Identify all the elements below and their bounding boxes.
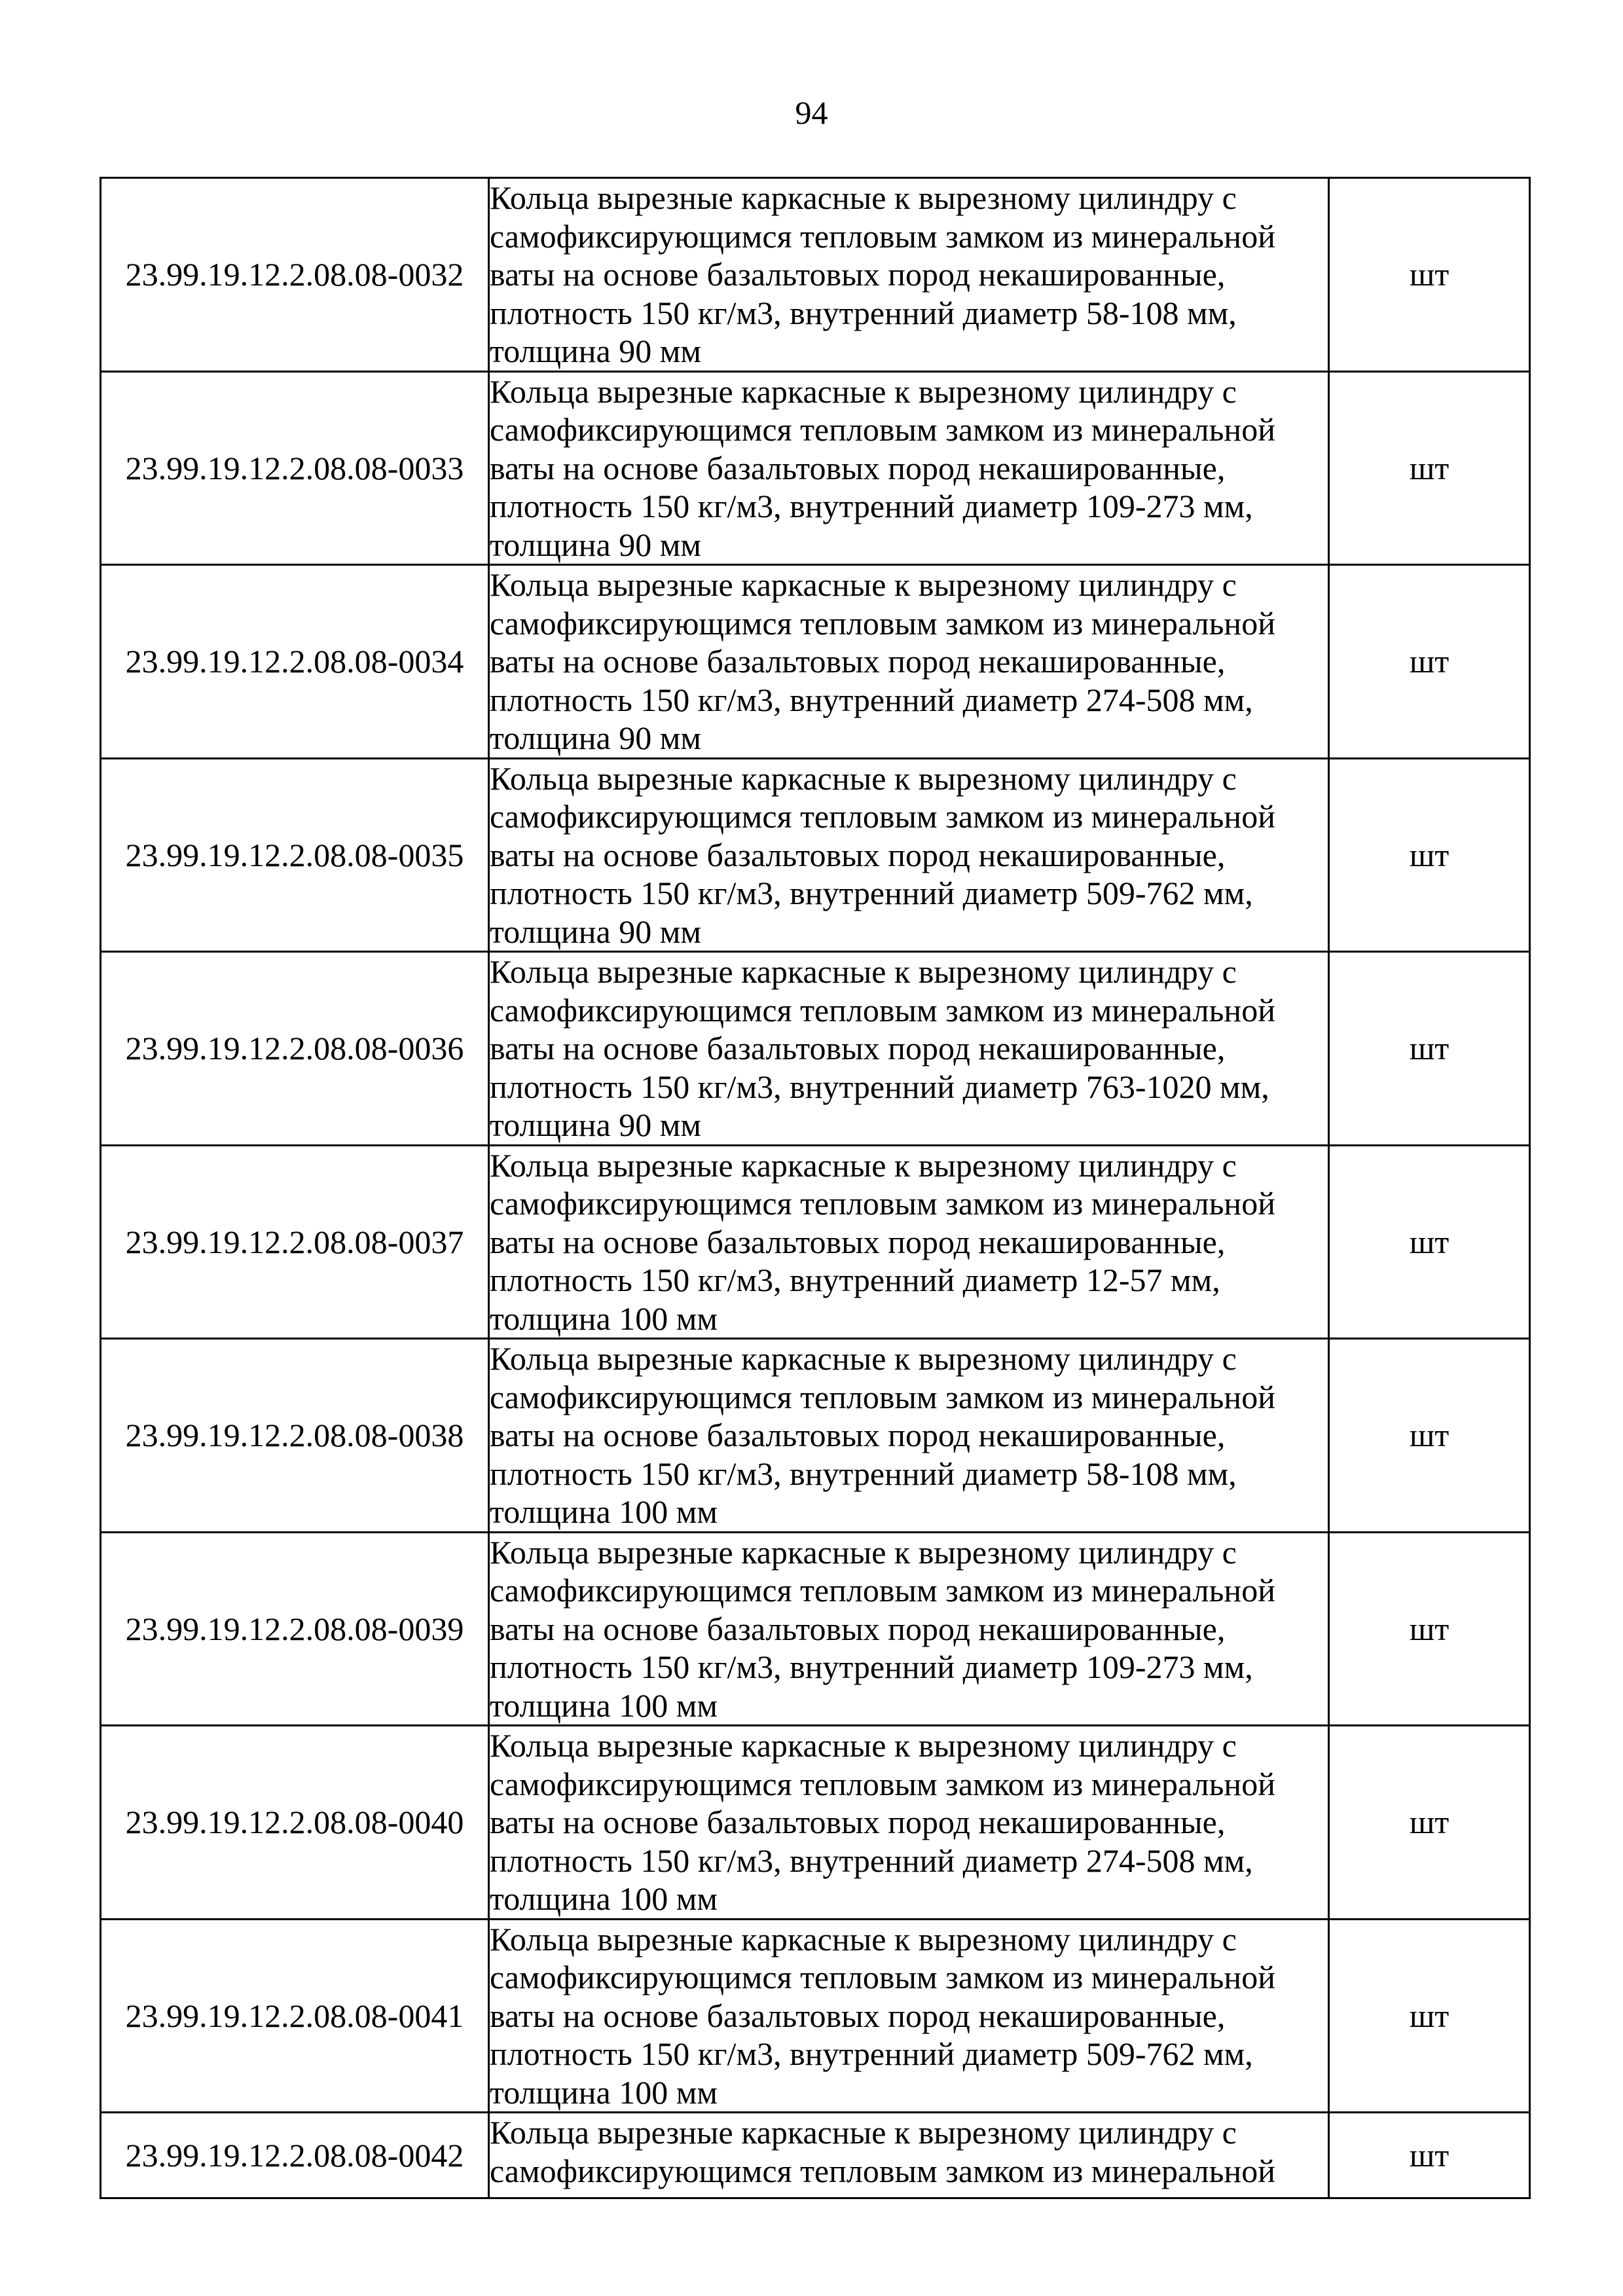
description-line: Кольца вырезные каркасные к вырезному цилиндру с	[490, 1146, 1237, 1184]
resource-code: 23.99.19.12.2.08.08-0038	[101, 1339, 489, 1533]
resource-description	[489, 1339, 1329, 1533]
description-line: Кольца вырезные каркасные к вырезному цилиндру с	[490, 373, 1237, 410]
resource-code: 23.99.19.12.2.08.08-0033	[101, 371, 489, 565]
description-line: самофиксирующимся тепловым замком из минеральной	[490, 991, 1275, 1029]
description-line: самофиксирующимся тепловым замком из минеральной	[490, 1378, 1275, 1415]
table-row	[101, 2113, 1530, 2198]
description-line: самофиксирующимся тепловым замком из минеральной	[490, 2152, 1275, 2189]
description-line: Кольца вырезные каркасные к вырезному цилиндру с	[490, 1340, 1237, 1377]
resource-description	[489, 178, 1329, 372]
resource-description	[489, 1532, 1329, 1726]
description-line: плотность 150 кг/м3, внутренний диаметр 274-508 мм,	[490, 1842, 1253, 1879]
description-line: толщина 90 мм	[490, 1106, 701, 1143]
description-line: толщина 90 мм	[490, 526, 701, 563]
unit-of-measure: шт	[1329, 178, 1530, 372]
description-line: толщина 90 мм	[490, 720, 701, 756]
resource-description	[489, 565, 1329, 759]
unit-of-measure: шт	[1329, 1339, 1530, 1533]
description-line: толщина 100 мм	[490, 1493, 718, 1530]
description-line: ваты на основе базальтовых пород некашированные,	[490, 1997, 1226, 2034]
resource-description	[489, 371, 1329, 565]
description-line: ваты на основе базальтовых пород некашированные,	[490, 256, 1226, 293]
resource-code: 23.99.19.12.2.08.08-0034	[101, 565, 489, 759]
description-line: толщина 90 мм	[490, 333, 701, 369]
table-row	[101, 952, 1530, 1146]
description-line: Кольца вырезные каркасные к вырезному цилиндру с	[490, 566, 1237, 603]
resource-code: 23.99.19.12.2.08.08-0041	[101, 1919, 489, 2113]
description-line: ваты на основе базальтовых пород некашированные,	[490, 1223, 1226, 1260]
description-line: ваты на основе базальтовых пород некашированные,	[490, 1417, 1226, 1453]
unit-of-measure: шт	[1329, 758, 1530, 952]
resource-description	[489, 1145, 1329, 1339]
description-line: самофиксирующимся тепловым замком из минеральной	[490, 1572, 1275, 1609]
description-line: Кольца вырезные каркасные к вырезному цилиндру с	[490, 2114, 1237, 2151]
description-line: ваты на основе базальтовых пород некашированные,	[490, 836, 1226, 873]
resource-code: 23.99.19.12.2.08.08-0035	[101, 758, 489, 952]
description-line: толщина 100 мм	[490, 1686, 718, 1724]
unit-of-measure: шт	[1329, 565, 1530, 759]
description-line: толщина 100 мм	[490, 1880, 718, 1917]
description-line: самофиксирующимся тепловым замком из минеральной	[490, 217, 1275, 255]
description-line: самофиксирующимся тепловым замком из минеральной	[490, 1959, 1275, 1995]
description-line: самофиксирующимся тепловым замком из минеральной	[490, 798, 1275, 835]
description-line: плотность 150 кг/м3, внутренний диаметр 12-57 мм,	[490, 1262, 1220, 1298]
description-line: самофиксирующимся тепловым замком из минеральной	[490, 604, 1275, 642]
description-line: толщина 100 мм	[490, 2073, 718, 2111]
unit-of-measure: шт	[1329, 1919, 1530, 2113]
table-row	[101, 758, 1530, 952]
table-row	[101, 1339, 1530, 1533]
description-line: плотность 150 кг/м3, внутренний диаметр 509-762 мм,	[490, 2035, 1253, 2072]
table-row	[101, 1532, 1530, 1726]
description-line: толщина 90 мм	[490, 913, 701, 950]
description-line: самофиксирующимся тепловым замком из минеральной	[490, 1185, 1275, 1222]
description-line: плотность 150 кг/м3, внутренний диаметр 58-108 мм,	[490, 1455, 1237, 1492]
description-line: плотность 150 кг/м3, внутренний диаметр 109-273 мм,	[490, 488, 1253, 524]
resource-description	[489, 1726, 1329, 1920]
description-line: толщина 100 мм	[490, 1300, 718, 1337]
resource-code: 23.99.19.12.2.08.08-0039	[101, 1532, 489, 1726]
resource-code: 23.99.19.12.2.08.08-0037	[101, 1145, 489, 1339]
description-line: ваты на основе базальтовых пород некашированные,	[490, 1030, 1226, 1066]
resource-description	[489, 2113, 1329, 2198]
table-row	[101, 1919, 1530, 2113]
table-row	[101, 1726, 1530, 1920]
description-line: Кольца вырезные каркасные к вырезному цилиндру с	[490, 759, 1237, 797]
description-line: плотность 150 кг/м3, внутренний диаметр 763-1020 мм,	[490, 1068, 1269, 1105]
resource-catalog-table	[100, 177, 1531, 2199]
resource-description	[489, 758, 1329, 952]
resource-description	[489, 952, 1329, 1146]
unit-of-measure: шт	[1329, 952, 1530, 1146]
unit-of-measure: шт	[1329, 1532, 1530, 1726]
unit-of-measure: шт	[1329, 2113, 1530, 2198]
description-line: Кольца вырезные каркасные к вырезному цилиндру с	[490, 179, 1237, 216]
resource-code: 23.99.19.12.2.08.08-0036	[101, 952, 489, 1146]
description-line: Кольца вырезные каркасные к вырезному цилиндру с	[490, 1920, 1237, 1958]
unit-of-measure: шт	[1329, 1726, 1530, 1920]
description-line: самофиксирующимся тепловым замком из минеральной	[490, 1765, 1275, 1802]
description-line: ваты на основе базальтовых пород некашированные,	[490, 449, 1226, 486]
unit-of-measure: шт	[1329, 371, 1530, 565]
unit-of-measure: шт	[1329, 1145, 1530, 1339]
table-body	[101, 178, 1530, 2198]
resource-code: 23.99.19.12.2.08.08-0040	[101, 1726, 489, 1920]
resource-code: 23.99.19.12.2.08.08-0042	[101, 2113, 489, 2198]
table-row	[101, 178, 1530, 372]
description-line: плотность 150 кг/м3, внутренний диаметр 274-508 мм,	[490, 681, 1253, 718]
description-line: плотность 150 кг/м3, внутренний диаметр 58-108 мм,	[490, 294, 1237, 331]
table-row	[101, 565, 1530, 759]
description-line: Кольца вырезные каркасные к вырезному цилиндру с	[490, 1533, 1237, 1571]
table-row	[101, 1145, 1530, 1339]
description-line: ваты на основе базальтовых пород некашированные,	[490, 1610, 1226, 1647]
page-number: 94	[795, 94, 828, 131]
description-line: плотность 150 кг/м3, внутренний диаметр 109-273 мм,	[490, 1649, 1253, 1685]
description-line: ваты на основе базальтовых пород некашированные,	[490, 643, 1226, 680]
resource-description	[489, 1919, 1329, 2113]
description-line: плотность 150 кг/м3, внутренний диаметр 509-762 мм,	[490, 875, 1253, 911]
resource-code: 23.99.19.12.2.08.08-0032	[101, 178, 489, 372]
description-line: Кольца вырезные каркасные к вырезному цилиндру с	[490, 953, 1237, 990]
description-line: самофиксирующимся тепловым замком из минеральной	[490, 411, 1275, 448]
description-line: Кольца вырезные каркасные к вырезному цилиндру с	[490, 1727, 1237, 1764]
table-row	[101, 371, 1530, 565]
description-line: ваты на основе базальтовых пород некашированные,	[490, 1804, 1226, 1840]
